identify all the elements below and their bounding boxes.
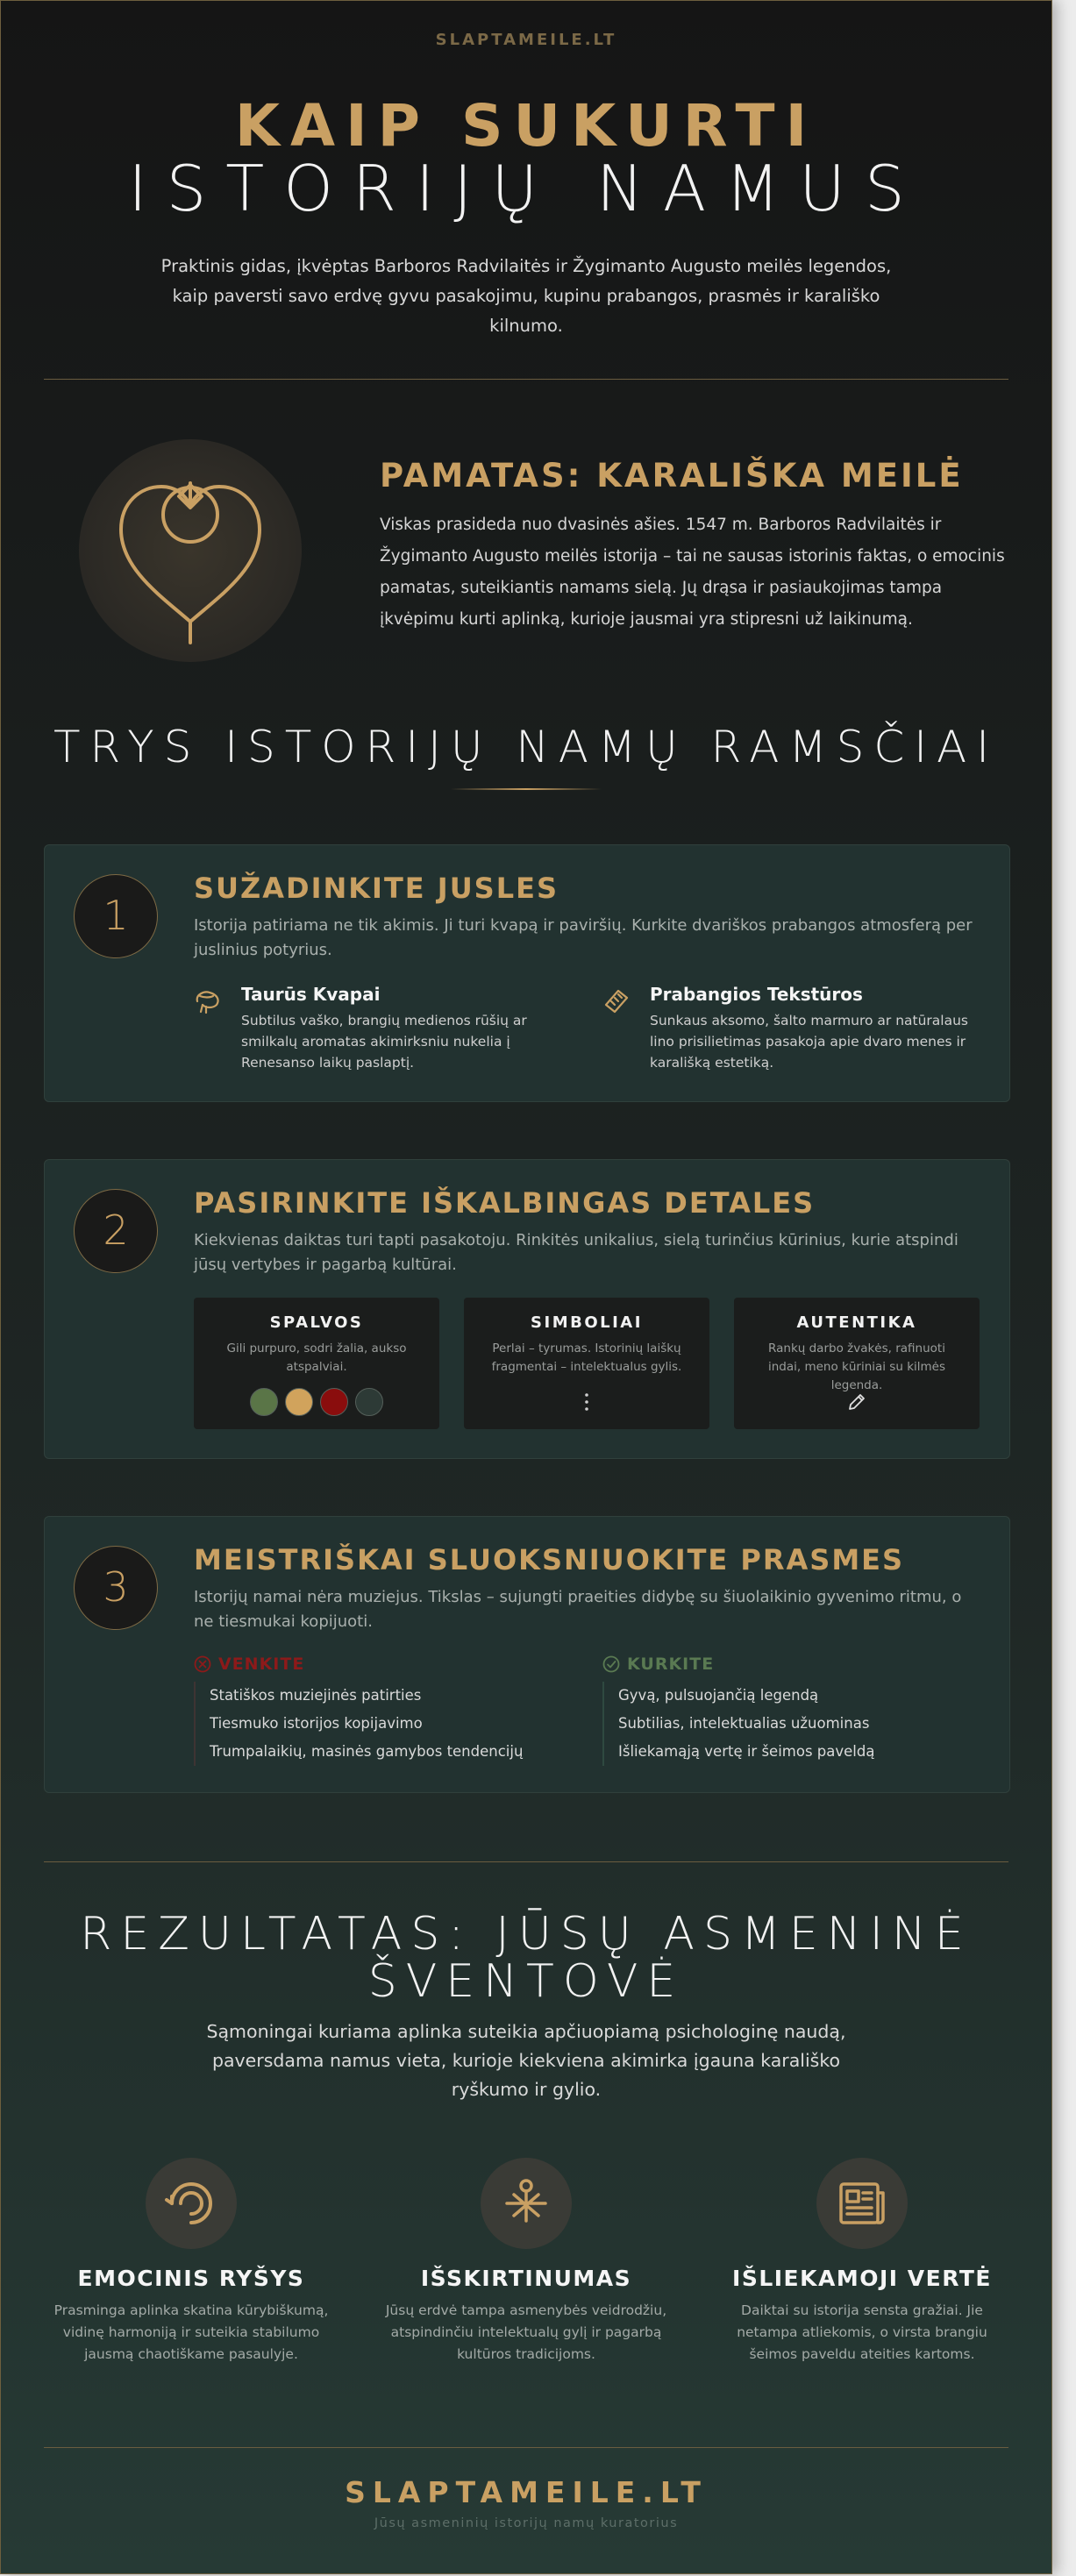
- benefit-icon-circle: [481, 2158, 572, 2249]
- detail-card-title: AUTENTIKA: [796, 1313, 917, 1332]
- benefit-icon-circle: [146, 2158, 237, 2249]
- avoid-heading: VENKITE: [218, 1654, 305, 1674]
- result-title: [1, 1908, 1051, 2008]
- hero-title-line2: ISTORIJŲ NAMUS: [128, 152, 924, 225]
- top-brand[interactable]: SLAPTAMEILE.LT: [435, 31, 617, 49]
- list-item: Gyvą, pulsuojančią legendą: [618, 1687, 819, 1704]
- create-list: [602, 1682, 1004, 1766]
- list-item: Statiškos muziejinės patirties: [210, 1687, 422, 1704]
- list-item: Išliekamąją vertę ir šeimos paveldą: [618, 1743, 875, 1760]
- list-item: Subtilias, intelektualias užuominas: [618, 1715, 870, 1732]
- hero-title-line1: KAIP SUKURTI: [234, 92, 818, 160]
- pillar-card-3: [44, 1516, 1010, 1793]
- fleur-icon: [481, 2158, 572, 2249]
- footer-tagline: Jūsų asmeninių istorijų namų kuratorius: [374, 2516, 679, 2530]
- swatch-gold: [285, 1388, 313, 1416]
- detail-card-title: SIMBOLIAI: [531, 1313, 643, 1332]
- pillars-title: TRYS ISTORIJŲ NAMŲ RAMSČIAI: [53, 722, 999, 772]
- pillar-number: 1: [74, 874, 158, 958]
- list-item: Tiesmuko istorijos kopijavimo: [210, 1715, 423, 1732]
- result-title-line2: ŠVENTOVĖ: [367, 1955, 685, 2008]
- pillar-card-1: [44, 844, 1010, 1102]
- benefit-text: Jūsų erdvė tampa asmenybės veidrodžiu, atspindinčiu intelektualų gylį ir pagarbą kultūros tradicijoms.: [385, 2302, 667, 2362]
- swatch-green: [250, 1388, 278, 1416]
- pillar-text: Kiekvienas daiktas turi tapti pasakotoju. Rinkitės unikalius, sielą turinčius kūrinius, kurie atspindi jūsų vertybes ir pagarbą kultūrai.: [194, 1231, 958, 1274]
- benefit-title: IŠSKIRTINUMAS: [420, 2266, 632, 2291]
- newspaper-icon: [816, 2158, 908, 2249]
- pencil-icon: [847, 1392, 866, 1412]
- detail-card-title: SPALVOS: [269, 1313, 364, 1332]
- benefit-title: EMOCINIS RYŠYS: [77, 2266, 305, 2291]
- feature-text: Subtilus vaško, brangių medienos rūšių ar smilkalų aromatas akimirksniu nukelia į Renesanso laikų paslaptį.: [241, 1013, 527, 1071]
- divider: [44, 2447, 1008, 2448]
- pillar-card-2: [44, 1159, 1010, 1459]
- feature-text: Sunkaus aksomo, šalto marmuro ar natūralaus lino prisilietimas pasakoja apie dvaro menes ir karališką estetiką.: [650, 1013, 969, 1071]
- heart-icon: [79, 439, 302, 662]
- swatch-dark: [355, 1388, 383, 1416]
- feature-title: Taurūs Kvapai: [241, 984, 381, 1005]
- hero-subtitle: Praktinis gidas, įkvėptas Barboros Radvilaitės ir Žygimanto Augusto meilės legendos, kaip paversti savo erdvę gyvu pasakojimu, kupinu prabangos, prasmės ir karališko kilnumo.: [160, 256, 892, 336]
- detail-card-text: Gili purpuro, sodri žalia, aukso atspalviai.: [226, 1341, 407, 1374]
- benefit-icon-circle: [816, 2158, 908, 2249]
- texture-icon: [601, 986, 632, 1017]
- pillar-text: Istorija patiriama ne tik akimis. Ji turi kvapą ir paviršių. Kurkite dvariškos prabangos atmosferą per juslinius potyrius.: [194, 916, 973, 959]
- pillar-title: PASIRINKITE IŠKALBINGAS DETALES: [194, 1186, 816, 1220]
- pillar-title: MEISTRIŠKAI SLUOKSNIUOKITE PRASMES: [194, 1543, 905, 1576]
- swatch-crimson: [320, 1388, 348, 1416]
- feature-title: Prabangios Tekstūros: [650, 984, 863, 1005]
- detail-card-text: Perlai – tyrumas. Istorinių laiškų fragmentai – intelektualus gylis.: [491, 1341, 682, 1374]
- pillar-number: 2: [74, 1189, 158, 1273]
- detail-card-symbols: [464, 1298, 709, 1429]
- cross-icon: [194, 1655, 211, 1673]
- result-text: Sąmoningai kuriama aplinka suteikia apčiuopiamą psichologinę naudą, paversdama namus vieta, kurioje kiekviena akimirka įgauna karališko ryškumo ir gylio.: [206, 2021, 846, 2100]
- ring-icon: [146, 2158, 237, 2249]
- benefit-title: IŠLIEKAMOJI VERTĖ: [732, 2266, 992, 2291]
- create-heading: KURKITE: [627, 1654, 715, 1674]
- footer-brand[interactable]: SLAPTAMEILE.LT: [345, 2475, 708, 2509]
- result-title-line1: REZULTATAS: JŪSŲ ASMENINĖ: [80, 1908, 973, 1960]
- avoid-list: [194, 1682, 595, 1766]
- detail-card-text: Rankų darbo žvakės, rafinuoti indai, meno kūriniai su kilmės legenda.: [767, 1341, 946, 1392]
- pillar-number: 3: [74, 1546, 158, 1630]
- pillar-title: SUŽADINKITE JUSLES: [194, 872, 559, 905]
- check-icon: [602, 1655, 620, 1673]
- detail-card-colors: [194, 1298, 439, 1429]
- ellipsis-icon: [582, 1392, 591, 1412]
- foundation-title: PAMATAS: KARALIŠKA MEILĖ: [380, 457, 964, 495]
- list-item: Trumpalaikių, masinės gamybos tendencijų: [210, 1743, 524, 1760]
- divider: [44, 1861, 1008, 1862]
- detail-card-authentic: [734, 1298, 980, 1429]
- foundation-icon-circle: [79, 439, 302, 662]
- scent-icon: [192, 986, 224, 1017]
- foundation-text: Viskas prasideda nuo dvasinės ašies. 1547 m. Barboros Radvilaitės ir Žygimanto Augusto meilės istorija – tai ne sausas istorinis faktas, o emocinis pamatas, suteikiantis namams sielą. Jų drąsa ir pasiaukojimas tampa įkvėpimu kurti aplinką, kurioje jausmai yra stipresni už laikinumą.: [380, 516, 1005, 629]
- benefit-text: Prasminga aplinka skatina kūrybiškumą, vidinę harmoniją ir suteikia stabilumo jausmą chaotiškame pasaulyje.: [53, 2302, 329, 2362]
- divider: [44, 379, 1008, 380]
- benefit-text: Daiktai su istorija sensta gražiai. Jie netampa atliekomis, o virsta brangiu šeimos paveldu ateities kartoms.: [737, 2302, 987, 2362]
- pillar-text: Istorijų namai nėra muziejus. Tikslas – sujungti praeities didybę su šiuolaikinio gyvenimo ritmu, o ne tiesmukai kopijuoti.: [194, 1588, 962, 1631]
- pillars-underline: [451, 788, 602, 790]
